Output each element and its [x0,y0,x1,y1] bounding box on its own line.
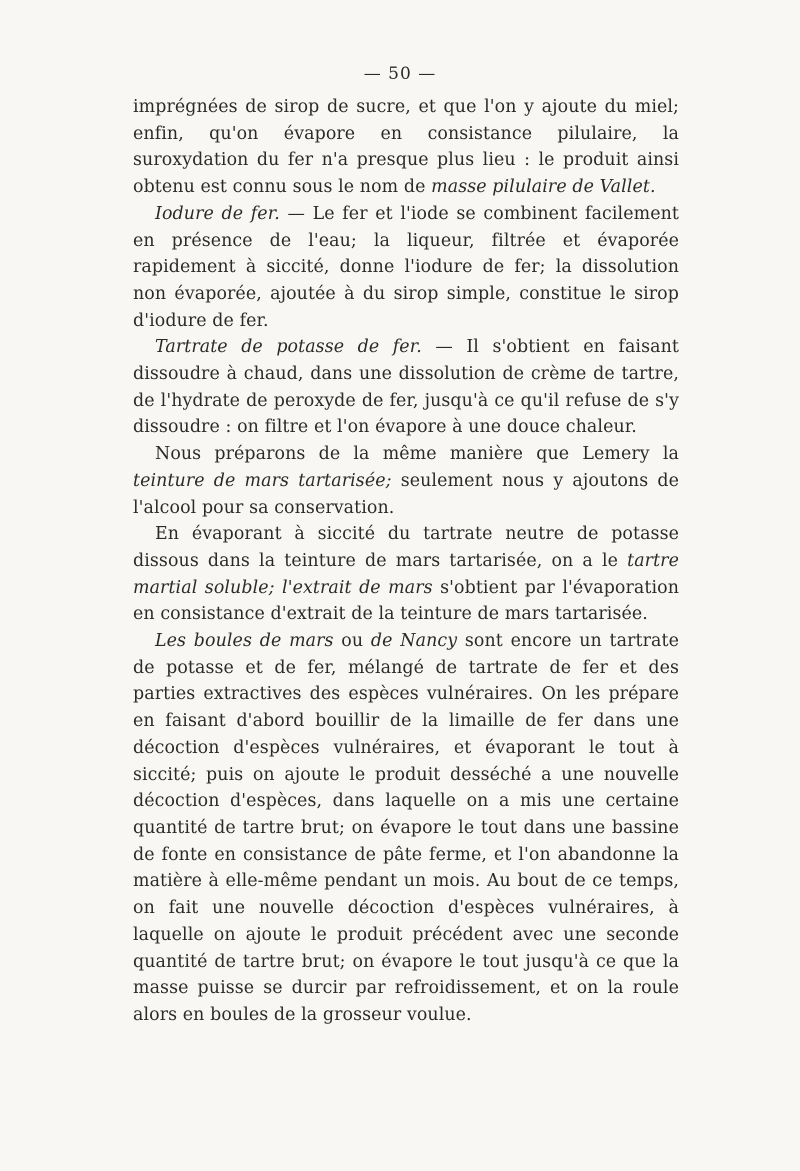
paragraph-iron-iodide [133,201,679,335]
term-masse-pilulaire: masse pilulaire de Vallet. [431,177,656,198]
heading-iodure-de-fer: Iodure de fer. [155,203,280,224]
page-number: — 50 — [363,64,437,84]
term-teinture-de-mars: teinture de mars tartarisée; [133,470,392,491]
term-tartre-martial: tartre martial soluble; l'extrait de mars [133,550,679,598]
paragraph-tartre-martial [133,521,679,628]
paragraph-boules-de-mars [133,628,679,1029]
paragraph-potassium-iron-tartrate [133,334,679,441]
paragraph-text: s'obtient par l'évaporation en consistance d'extrait de la teinture de mars tartarisée. [133,577,679,625]
term-boules-de-mars: Les boules de mars [155,631,334,652]
paragraph-text: sont encore un tartrate de potasse et de fer, mélangé de tartrate de fer et des parties extractives des espèces vulnéraires. On les prépare en faisant d'abord bouillir de la limaille de fer dans une décoction d'espèces vulnéraires, et évaporant le tout à siccité; puis on ajoute le produit desséché a une nouvelle décoction d'espèces, dans laquelle on a mis une certaine quantité de tartre brut; on évapore le tout dans une bassine de fonte en consistance de pâte ferme, et l'on abandonne la matière à elle-même pendant un mois. Au bout de ce temps, on fait une nouvelle décoction d'espèces vulnéraires, à laquelle on ajoute le produit précédent avec une seconde quantité de tartre brut; on évapore le tout jusqu'à ce que la masse puisse se durcir par refroidissement, et on la roule alors en boules de la grosseur voulue. [133,631,679,1025]
paragraph-text: — Le fer et l'iode se combinent facilement en présence de l'eau; la liqueur, filtrée et évaporée rapidement à siccité, donne l'iodure de fer; la dissolution non évaporée, ajoutée à du sirop simple, constitue le sirop d'iodure de fer. [133,203,679,331]
paragraph-text: seulement nous y ajoutons de l'alcool pour sa conservation. [133,470,679,518]
body-text [133,94,679,1029]
paragraph-vallet-mass [133,94,679,201]
term-de-nancy: de Nancy [370,631,458,652]
paragraph-text: ou [333,631,371,652]
heading-tartrate-de-potasse: Tartrate de potasse de fer. [155,337,422,358]
paragraph-text: imprégnées de sirop de sucre, et que l'on y ajoute du miel; enfin, qu'on évapore en consistance pilulaire, la suroxydation du fer n'a presque plus lieu : le produit ainsi obtenu est connu sous le nom de [133,97,679,198]
paragraph-text: Nous préparons de la même manière que Lemery la [155,444,679,465]
paragraph-text: En évaporant à siccité du tartrate neutre de potasse dissous dans la teinture de mars tartarisée, on a le [133,524,679,571]
paragraph-text: — Il s'obtient en faisant dissoudre à chaud, dans une dissolution de crème de tartre, de l'hydrate de peroxyde de fer, jusqu'à ce qu'il refuse de s'y dissoudre : on filtre et l'on évapore à une douce chaleur. [133,337,679,438]
paragraph-teinture-de-mars [133,441,679,521]
